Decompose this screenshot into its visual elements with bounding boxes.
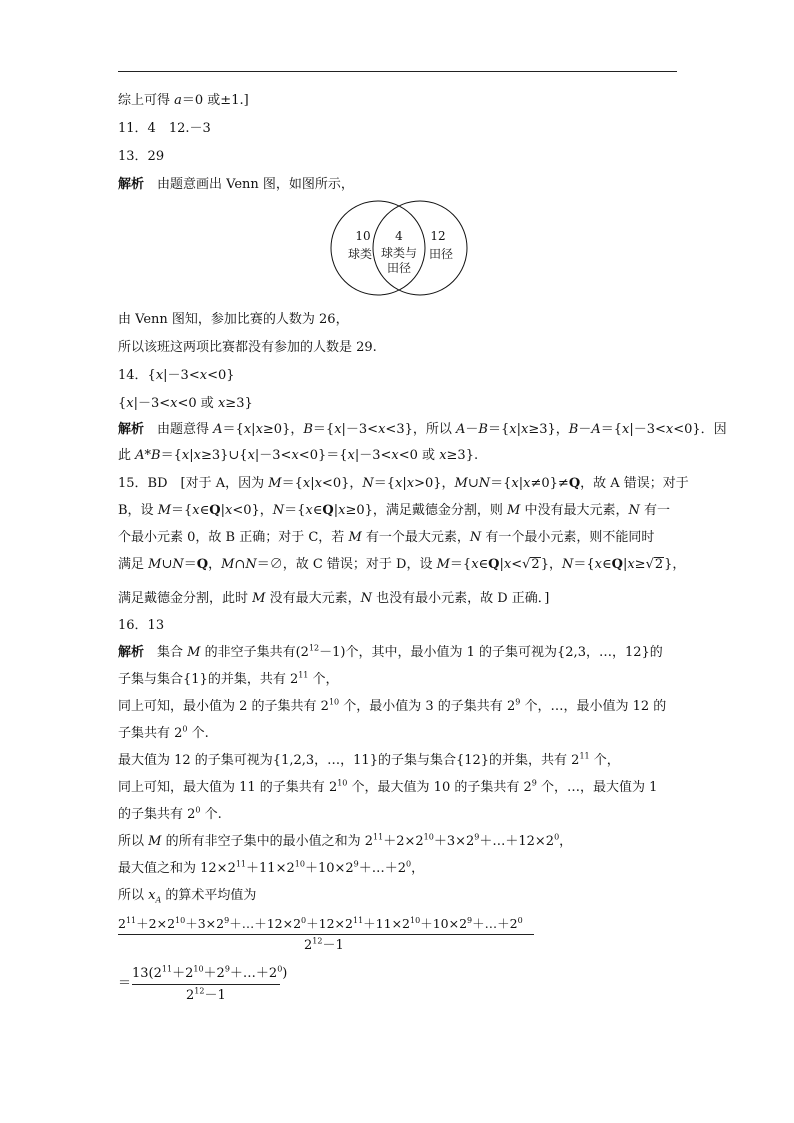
- fraction-2-denominator: $2^{12}-1$: [186, 986, 226, 1003]
- venn-left-number: 10: [355, 229, 371, 243]
- answer-14-a: 14．{x|－3<x<0}: [118, 368, 235, 383]
- analysis-16-line-10: 所以 $x_A$ 的算术平均值为: [118, 888, 257, 905]
- answer-11-12: 11．4 12.－3: [118, 121, 211, 136]
- venn-left-label: 球类: [347, 247, 373, 261]
- fraction-2-equals: ＝: [118, 976, 132, 991]
- analysis-16-line-4: 子集共有 $2^0$ 个.: [118, 724, 209, 741]
- analysis-16-line-7: 的子集共有 $2^0$ 个.: [118, 805, 222, 822]
- venn-right-number: 12: [430, 229, 446, 243]
- analysis-14-line-2: 此 A*B＝{x|x≥3}∪{x|－3<x<0}＝{x|－3<x<0 或 x≥3}.: [118, 448, 479, 463]
- answer-16: 16．13: [118, 618, 165, 633]
- analysis-16-line-1: 解析 集合 M 的非空子集共有$(2^{12}-1)$个，其中，最小值为 1 的子集可视为{2,3，…，12}的: [118, 643, 663, 660]
- sqrt-2-b: 2: [654, 557, 664, 572]
- answer-15-line-5: 满足戴德金分割，此时 M 没有最大元素，N 也没有最小元素，故 D 正确．]: [118, 591, 550, 606]
- answer-15-line-1: 15．BD [对于 A，因为 M＝{x|x<0}，N＝{x|x>0}，M∪N＝{x|x≠0}≠Q，故 A 错误；对于: [118, 476, 689, 491]
- answer-15-line-2: B，设 M＝{x∈Q|x<0}，N＝{x∈Q|x≥0}，满足戴德金分割，则 M 中没有最大元素，N 有一: [118, 503, 670, 518]
- analysis-16-line-8: 所以 M 的所有非空子集中的最小值之和为 $2^{11}+2\times 2^{10}+3\times 2^9+\dots+12\times 2^0$，: [118, 832, 573, 849]
- text-line-1: 综上可得 a＝0 或±1.]: [118, 93, 249, 108]
- fraction-1-bar: [118, 934, 534, 935]
- sqrt-2-a: 2: [531, 557, 540, 572]
- answer-15-line-3: 个最小元素 0，故 B 正确；对于 C，若 M 有一个最大元素，N 有一个最小元素，则不能同时: [118, 530, 655, 545]
- venn-middle-label-1: 球类与: [380, 246, 418, 260]
- answer-13: 13．29: [118, 149, 165, 164]
- analysis-16-line-3: 同上可知，最小值为 2 的子集共有 $2^{10}$ 个，最小值为 3 的子集共有 $2^9$ 个，…，最小值为 12 的: [118, 697, 667, 714]
- venn-middle-label-2: 田径: [386, 261, 412, 275]
- analysis-14-line-1: 解析 由题意得 A＝{x|x≥0}，B＝{x|－3<x<3}，所以 A－B＝{x|x≥3}，B－A＝{x|－3<x<0}．因: [118, 422, 727, 437]
- venn-right-label: 田径: [428, 247, 454, 261]
- answer-15-line-4: 满足 M∪N＝Q，M∩N＝∅，故 C 错误；对于 D，设 M＝{x∈Q|x<√2}，N＝{x∈Q|x≥√2}，: [118, 557, 686, 572]
- fraction-2-bar: [132, 984, 280, 985]
- analysis-16-line-5: 最大值为 12 的子集可视为{1,2,3，…，11}的子集与集合{12}的并集，共有 $2^{11}$ 个，: [118, 751, 620, 768]
- analysis-16-line-2: 子集与集合{1}的并集，共有 $2^{11}$ 个，: [118, 670, 339, 687]
- answer-14-b: {x|－3<x<0 或 x≥3}: [118, 396, 253, 411]
- text-line-13-conclusion: 所以该班这两项比赛都没有参加的人数是 29.: [118, 340, 377, 355]
- venn-middle-number: 4: [395, 229, 403, 243]
- fraction-1-denominator: $2^{12}-1$: [304, 936, 344, 953]
- analysis-13: 解析 由题意画出 Venn 图，如图所示，: [118, 177, 354, 192]
- header-rule: [118, 71, 677, 72]
- text-line-venn-result: 由 Venn 图知，参加比赛的人数为 26，: [118, 312, 349, 327]
- fraction-2-numerator: $13(2^{11}+2^{10}+2^9+\dots+2^0)$: [132, 964, 288, 981]
- analysis-16-line-9: 最大值之和为 $12\times 2^{11}+11\times 2^{10}+10\times 2^9+\dots+2^0$，: [118, 859, 425, 876]
- analysis-16-line-6: 同上可知，最大值为 11 的子集共有 $2^{10}$ 个，最大值为 10 的子集共有 $2^9$ 个，…，最大值为 1: [118, 778, 658, 795]
- fraction-1-numerator: $2^{11}+2\times 2^{10}+3\times 2^9+\dots+12\times 2^0+12\times 2^{11}+11\times 2^{10}+10\times 2^9+\dots+2^0$: [118, 915, 523, 931]
- venn-diagram: [330, 196, 470, 300]
